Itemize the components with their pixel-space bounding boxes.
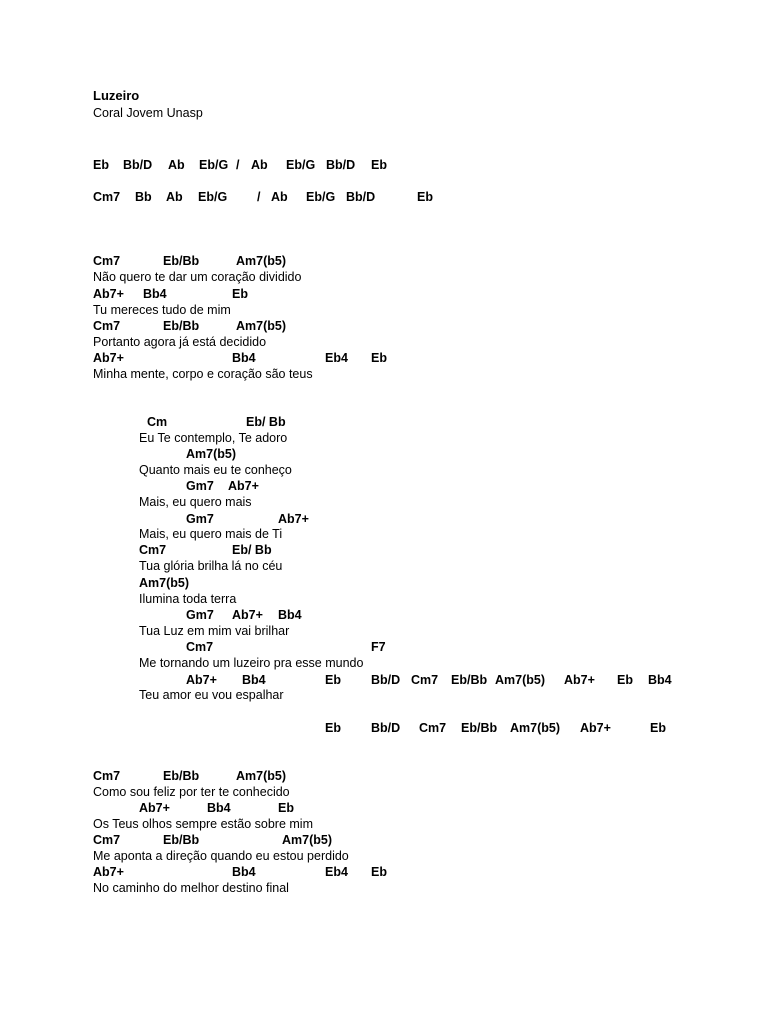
chord: Am7(b5): [510, 721, 561, 735]
lyric-line: No caminho do melhor destino final: [93, 881, 289, 895]
song-title: Luzeiro: [93, 88, 140, 103]
lyric-line: Me aponta a direção quando eu estou perdido: [93, 849, 349, 863]
chord: Bb/D: [346, 190, 376, 204]
chord: Eb/Bb: [461, 721, 498, 735]
chord: Gm7: [186, 608, 214, 622]
lyric-line: Como sou feliz por ter te conhecido: [93, 785, 290, 799]
lyric-line: Me tornando um luzeiro pra esse mundo: [139, 656, 364, 670]
chord: Eb4: [325, 351, 348, 365]
chord-separator: /: [257, 190, 261, 204]
chord: Am7(b5): [139, 576, 190, 590]
chord: Ab7+: [93, 287, 124, 301]
chord: Eb: [325, 673, 341, 687]
chord: Bb4: [232, 351, 256, 365]
chord: Bb/D: [371, 721, 401, 735]
chord: Cm7: [93, 833, 121, 847]
lyric-line: Tua glória brilha lá no céu: [139, 559, 283, 573]
chord: Eb/G: [198, 190, 228, 204]
chord: Gm7: [186, 512, 214, 526]
chord: Eb: [93, 158, 109, 172]
lyric-line: Os Teus olhos sempre estão sobre mim: [93, 817, 314, 831]
chord: Ab7+: [93, 865, 124, 879]
chord: Bb/D: [371, 673, 401, 687]
chord: Am7(b5): [495, 673, 546, 687]
chord: Ab: [166, 190, 183, 204]
chord: Ab7+: [232, 608, 263, 622]
song-artist: Coral Jovem Unasp: [93, 106, 203, 120]
chord: Cm7: [93, 190, 121, 204]
chord: Eb: [278, 801, 294, 815]
chord: Eb/Bb: [163, 769, 200, 783]
chord: Eb/G: [199, 158, 229, 172]
chord: Am7(b5): [236, 254, 287, 268]
chord: Eb: [371, 158, 387, 172]
chord: Eb: [617, 673, 633, 687]
chord: Eb/ Bb: [246, 415, 286, 429]
chord: Bb4: [648, 673, 672, 687]
lyric-line: Ilumina toda terra: [139, 592, 237, 606]
chord: Bb/D: [326, 158, 356, 172]
chord: Ab7+: [186, 673, 217, 687]
chord: Eb: [417, 190, 433, 204]
chord: Eb/Bb: [163, 833, 200, 847]
lyric-line: Mais, eu quero mais: [139, 495, 252, 509]
chord: Ab: [271, 190, 288, 204]
chord: Ab7+: [278, 512, 309, 526]
lyric-line: Teu amor eu vou espalhar: [139, 688, 284, 702]
chord: Ab7+: [564, 673, 595, 687]
chord: Bb: [135, 190, 152, 204]
chord: Am7(b5): [236, 319, 287, 333]
chord: Cm7: [93, 254, 121, 268]
chord: Ab: [168, 158, 185, 172]
chord: Ab7+: [93, 351, 124, 365]
chord: Bb4: [143, 287, 167, 301]
lyric-line: Portanto agora já está decidido: [93, 335, 267, 349]
lyric-line: Tua Luz em mim vai brilhar: [139, 624, 290, 638]
chord: Cm7: [93, 319, 121, 333]
chord: Am7(b5): [186, 447, 237, 461]
chord: Ab: [251, 158, 268, 172]
chord: Eb4: [325, 865, 348, 879]
chord: Ab7+: [139, 801, 170, 815]
chord: Eb: [232, 287, 248, 301]
chord: Cm7: [411, 673, 439, 687]
chord: Eb/Bb: [163, 319, 200, 333]
chord-separator: /: [236, 158, 240, 172]
chord: Am7(b5): [236, 769, 287, 783]
chord: Gm7: [186, 479, 214, 493]
chord: Bb4: [278, 608, 302, 622]
chord: Ab7+: [580, 721, 611, 735]
lyric-line: Minha mente, corpo e coração são teus: [93, 367, 313, 381]
lyric-line: Quanto mais eu te conheço: [139, 463, 292, 477]
chord: Eb: [325, 721, 341, 735]
chord: Bb4: [232, 865, 256, 879]
chord: F7: [371, 640, 386, 654]
lyric-line: Tu mereces tudo de mim: [93, 303, 231, 317]
chord: Eb/ Bb: [232, 543, 272, 557]
chord: Cm7: [139, 543, 167, 557]
chord: Bb4: [242, 673, 266, 687]
chord: Eb/Bb: [163, 254, 200, 268]
lyric-line: Mais, eu quero mais de Ti: [139, 527, 283, 541]
chord: Eb: [650, 721, 666, 735]
chord: Eb: [371, 351, 387, 365]
chord: Eb/Bb: [451, 673, 488, 687]
lyric-line: Eu Te contemplo, Te adoro: [139, 431, 288, 445]
chord: Eb: [371, 865, 387, 879]
chord: Am7(b5): [282, 833, 333, 847]
chord: Eb/G: [306, 190, 336, 204]
chord: Bb/D: [123, 158, 153, 172]
chord: Cm: [147, 415, 168, 429]
chord: Cm7: [419, 721, 447, 735]
chord: Cm7: [93, 769, 121, 783]
lyric-line: Não quero te dar um coração dividido: [93, 270, 302, 284]
chord: Ab7+: [228, 479, 259, 493]
chord: Eb/G: [286, 158, 316, 172]
chord: Cm7: [186, 640, 214, 654]
chord: Bb4: [207, 801, 231, 815]
